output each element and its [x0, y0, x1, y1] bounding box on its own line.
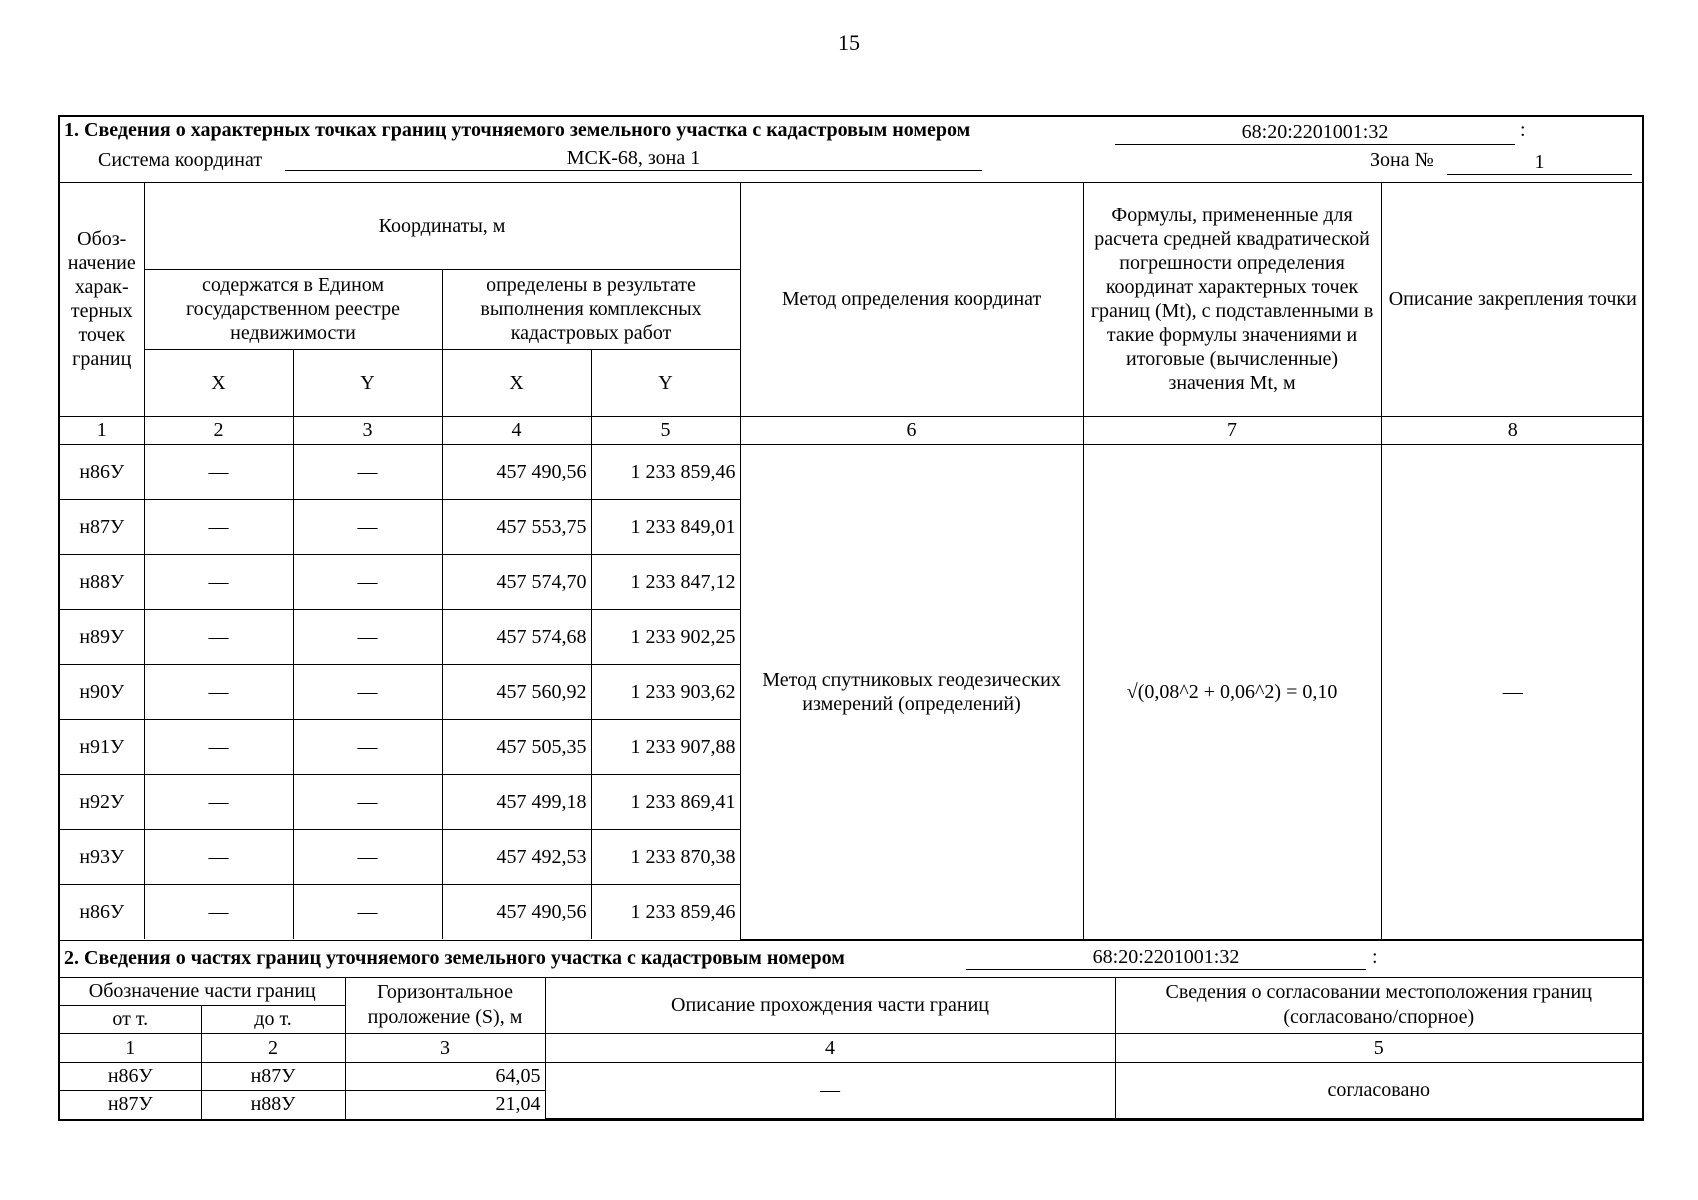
- header-formulas: Формулы, примененные для расчета средней квадратической погрешности определения координат характерных точек границ (Mt), с подставленными в такие формулы значениями и итоговые (вычисленные) значения Mt, м: [1083, 183, 1381, 416]
- part-from: н87У: [60, 1091, 201, 1119]
- col-number: 8: [1381, 416, 1644, 444]
- col-number: 2: [201, 1034, 345, 1063]
- point-y-registry: —: [293, 664, 442, 719]
- agreement-value: согласовано: [1115, 1063, 1642, 1119]
- point-y: 1 233 859,46: [591, 884, 740, 939]
- fixing-value: —: [1381, 444, 1644, 939]
- col-number: 3: [345, 1034, 545, 1063]
- col-number: 1: [60, 416, 144, 444]
- point-x-registry: —: [144, 884, 293, 939]
- point-x-registry: —: [144, 664, 293, 719]
- formula-value: √(0,08^2 + 0,06^2) = 0,10: [1083, 444, 1381, 939]
- method-value: Метод спутниковых геодезических измерений (определений): [740, 444, 1083, 939]
- points-table: [60, 183, 1644, 940]
- point-x-registry: —: [144, 829, 293, 884]
- col-number: 5: [1115, 1034, 1642, 1063]
- point-x-registry: —: [144, 554, 293, 609]
- header-method: Метод определения координат: [740, 183, 1083, 416]
- point-name: н89У: [60, 609, 144, 664]
- section1-colon: :: [1520, 119, 1526, 141]
- header-determined: определены в результате выполнения комплексных кадастровых работ: [442, 269, 740, 349]
- point-x: 457 490,56: [442, 884, 591, 939]
- section1-cadastral-number: 68:20:2201001:32: [1115, 121, 1515, 145]
- col-number: 6: [740, 416, 1083, 444]
- point-y-registry: —: [293, 499, 442, 554]
- description-value: —: [545, 1063, 1115, 1119]
- header-designation: Обоз-начение харак-терных точек границ: [60, 183, 144, 416]
- col-number: 3: [293, 416, 442, 444]
- point-y: 1 233 903,62: [591, 664, 740, 719]
- point-y: 1 233 849,01: [591, 499, 740, 554]
- point-x-registry: —: [144, 499, 293, 554]
- point-x: 457 490,56: [442, 444, 591, 499]
- point-x: 457 574,70: [442, 554, 591, 609]
- part-length: 64,05: [345, 1063, 545, 1091]
- section2-cadastral-number: 68:20:2201001:32: [966, 946, 1366, 970]
- point-name: н88У: [60, 554, 144, 609]
- point-y: 1 233 869,41: [591, 774, 740, 829]
- section2-colon: :: [1372, 945, 1378, 968]
- header-x1: X: [144, 349, 293, 416]
- point-name: н91У: [60, 719, 144, 774]
- coord-system-value: МСК-68, зона 1: [285, 147, 982, 171]
- point-x: 457 553,75: [442, 499, 591, 554]
- point-name: н86У: [60, 884, 144, 939]
- header-part-designation: Обозначение части границ: [60, 978, 345, 1006]
- col-number: 5: [591, 416, 740, 444]
- header-in-registry: содержатся в Едином государственном реестре недвижимости: [144, 269, 442, 349]
- section2-header: [60, 940, 1642, 978]
- point-x-registry: —: [144, 444, 293, 499]
- header-y2: Y: [591, 349, 740, 416]
- point-y: 1 233 902,25: [591, 609, 740, 664]
- table-row: [60, 1063, 1642, 1091]
- point-y-registry: —: [293, 609, 442, 664]
- section2-title: 2. Сведения о частях границ уточняемого земельного участка с кадастровым номером: [64, 946, 845, 969]
- section1-header: [60, 117, 1642, 183]
- header-x2: X: [442, 349, 591, 416]
- point-y: 1 233 847,12: [591, 554, 740, 609]
- part-to: н88У: [201, 1091, 345, 1119]
- point-y-registry: —: [293, 444, 442, 499]
- point-x-registry: —: [144, 774, 293, 829]
- point-x-registry: —: [144, 719, 293, 774]
- part-from: н86У: [60, 1063, 201, 1091]
- table-row: [60, 444, 1644, 499]
- point-y-registry: —: [293, 719, 442, 774]
- coord-system-label: Система координат: [98, 149, 263, 171]
- header-y1: Y: [293, 349, 442, 416]
- boundary-parts-table: [60, 978, 1642, 1120]
- point-name: н87У: [60, 499, 144, 554]
- col-number: 4: [545, 1034, 1115, 1063]
- point-y: 1 233 870,38: [591, 829, 740, 884]
- zone-label: Зона №: [1370, 149, 1434, 171]
- point-x: 457 505,35: [442, 719, 591, 774]
- cadastral-document: [58, 115, 1644, 1121]
- zone-value: 1: [1447, 151, 1632, 175]
- point-y-registry: —: [293, 884, 442, 939]
- col-number: 1: [60, 1034, 201, 1063]
- point-x-registry: —: [144, 609, 293, 664]
- col-number: 7: [1083, 416, 1381, 444]
- header-fixing: Описание закрепления точки: [1381, 183, 1644, 416]
- point-name: н93У: [60, 829, 144, 884]
- point-name: н86У: [60, 444, 144, 499]
- point-x: 457 574,68: [442, 609, 591, 664]
- point-y-registry: —: [293, 829, 442, 884]
- header-agreement: Сведения о согласовании местоположения границ (согласовано/спорное): [1115, 978, 1642, 1034]
- col-number: 4: [442, 416, 591, 444]
- part-length: 21,04: [345, 1091, 545, 1119]
- point-y: 1 233 907,88: [591, 719, 740, 774]
- point-name: н90У: [60, 664, 144, 719]
- header-horizontal: Горизонтальное проложение (S), м: [345, 978, 545, 1034]
- point-name: н92У: [60, 774, 144, 829]
- header-coordinates: Координаты, м: [144, 183, 740, 269]
- col-number: 2: [144, 416, 293, 444]
- header-from: от т.: [60, 1006, 201, 1034]
- point-x: 457 499,18: [442, 774, 591, 829]
- point-x: 457 560,92: [442, 664, 591, 719]
- header-description: Описание прохождения части границ: [545, 978, 1115, 1034]
- page-number: 15: [838, 30, 860, 55]
- part-to: н87У: [201, 1063, 345, 1091]
- header-to: до т.: [201, 1006, 345, 1034]
- point-y-registry: —: [293, 554, 442, 609]
- point-y: 1 233 859,46: [591, 444, 740, 499]
- section1-title: 1. Сведения о характерных точках границ уточняемого земельного участка с кадастровым номером: [64, 119, 971, 141]
- point-y-registry: —: [293, 774, 442, 829]
- point-x: 457 492,53: [442, 829, 591, 884]
